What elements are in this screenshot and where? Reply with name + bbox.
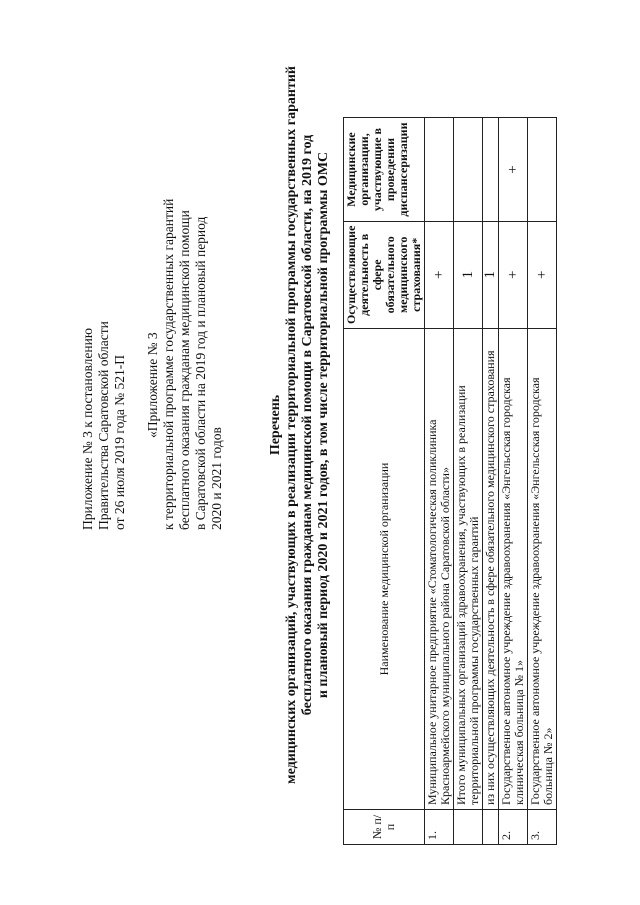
title-line: и плановый период 2020 и 2021 годов, в том числе территориальной программы ОМС xyxy=(316,151,331,699)
header-name: Наименование медицинской организации xyxy=(344,329,425,810)
program-line: «Приложение № 3 xyxy=(145,332,160,438)
table-row xyxy=(454,118,483,845)
title-line: бесплатного оказания гражданам медицинской помощи в Саратовской области, на 2019 год xyxy=(300,134,315,716)
header-dispensary: Медицинские организации, участвующие в проведении диспансеризации xyxy=(344,118,425,221)
row-oms-mark: 1 xyxy=(454,221,483,328)
row-name: Муниципальное унитарное предприятие «Стоматологическая поликлиника Красноармейского муниципального района Саратовской области» xyxy=(425,329,454,810)
organizations-table xyxy=(343,117,557,845)
row-num: 1. xyxy=(425,810,454,845)
row-oms-mark: + xyxy=(499,221,528,328)
table-row xyxy=(528,118,557,845)
appendix-line: Правительства Саратовской области xyxy=(96,321,111,530)
row-num: 3. xyxy=(528,810,557,845)
title-line: медицинских организаций, участвующих в реализации территориальной программы государственных гарантий xyxy=(284,66,299,784)
program-line: бесплатного оказания гражданам медицинской помощи xyxy=(177,210,192,530)
row-num xyxy=(483,810,499,845)
row-name: Государственное автономное учреждение здравоохранения «Энгельсская городская больница № 2» xyxy=(528,329,557,810)
row-oms-mark: + xyxy=(528,221,557,328)
program-line: в Саратовской области на 2019 год и плановый период xyxy=(193,216,208,530)
program-line: к территориальной программе государственных гарантий xyxy=(161,198,176,530)
row-name: Государственное автономное учреждение здравоохранения «Энгельсская городская клиническая больница № 1» xyxy=(499,329,528,810)
header-num: № п/п xyxy=(344,810,425,845)
row-disp-mark xyxy=(528,118,557,221)
appendix-reference xyxy=(80,321,128,530)
table-header-row xyxy=(344,118,425,845)
appendix-line: Приложение № 3 к постановлению xyxy=(80,328,95,530)
row-num: 2. xyxy=(499,810,528,845)
header-oms: Осуществляющие деятельность в сфере обязательного медицинского страхования* xyxy=(344,221,425,328)
program-line: 2020 и 2021 годов xyxy=(209,427,224,530)
appendix-line: от 26 июля 2019 года № 521-П xyxy=(112,355,127,530)
row-oms-mark: + xyxy=(425,221,454,328)
row-disp-mark xyxy=(425,118,454,221)
row-disp-mark xyxy=(483,118,499,221)
row-disp-mark xyxy=(454,118,483,221)
row-oms-mark: 1 xyxy=(483,221,499,328)
table-row xyxy=(425,118,454,845)
row-disp-mark: + xyxy=(499,118,528,221)
title-line: Перечень xyxy=(268,394,283,456)
program-reference xyxy=(145,199,225,530)
table-row xyxy=(483,118,499,845)
document-title xyxy=(268,5,332,845)
row-name: Итого муниципальных организаций здравоохранения, участвующих в реализации территориальной программы государственных гарантий xyxy=(454,329,483,810)
table-row xyxy=(499,118,528,845)
row-name: из них осуществляющих деятельность в сфере обязательного медицинского страхования xyxy=(483,329,499,810)
row-num xyxy=(454,810,483,845)
